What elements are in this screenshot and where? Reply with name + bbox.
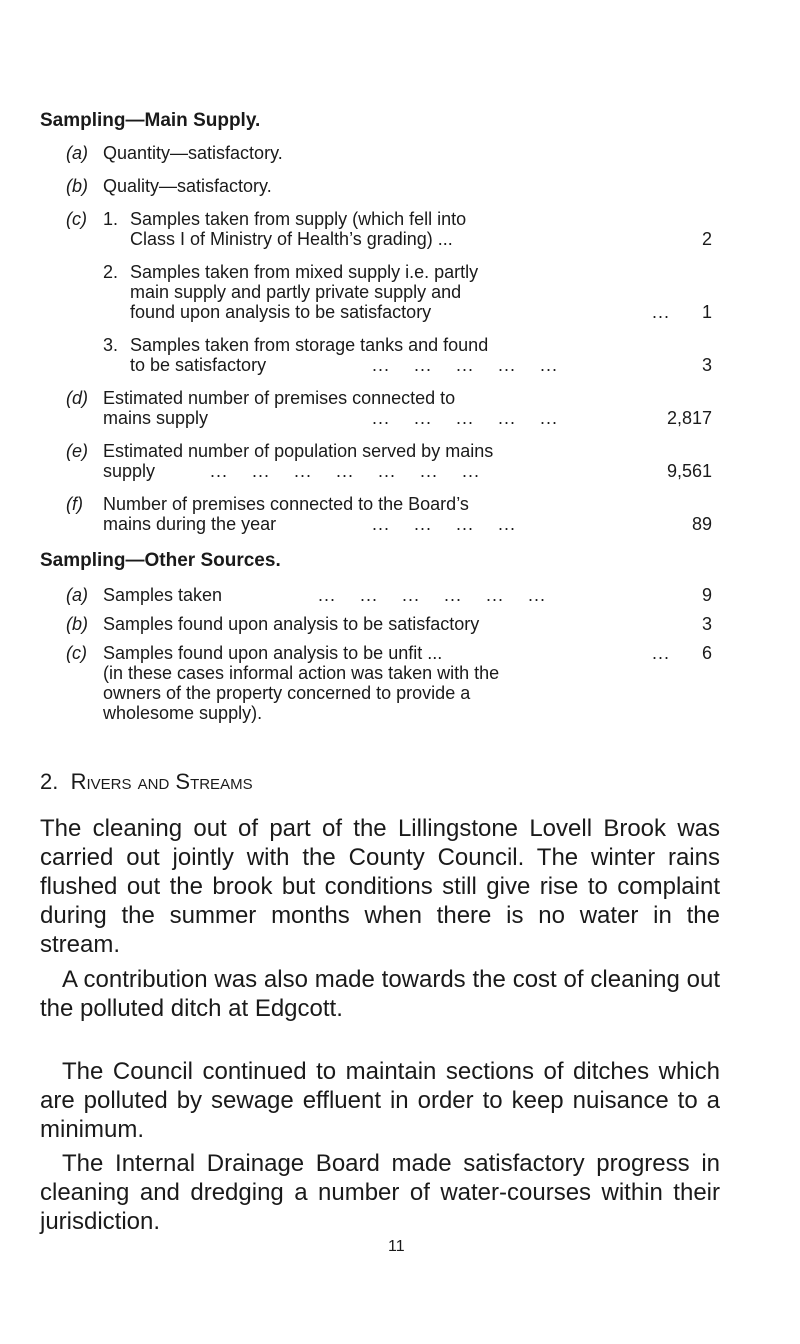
section-title: Rivers and Streams	[70, 769, 253, 794]
item-text-quantity: Quantity—satisfactory.	[103, 143, 283, 163]
subitem-3-line2: to be satisfactory	[130, 355, 267, 375]
value-other-samples-taken: 9	[701, 585, 712, 605]
item-c-line2: (in these cases informal action was taken with the	[103, 663, 500, 683]
subitem-2-line2: main supply and partly private supply and	[130, 282, 462, 302]
item-f-line2: mains during the year	[103, 514, 277, 534]
value-other-satisfactory: 3	[701, 614, 712, 634]
subitem-2-line3: found upon analysis to be satisfactory	[130, 302, 432, 322]
paragraph-drainage-board: The Internal Drainage Board made satisfactory progress in cleaning and dredging a number of water-courses within their jurisdiction.	[40, 1150, 720, 1235]
section-heading-main-supply: Sampling—Main Supply.	[40, 110, 261, 131]
leader-dots: ... ... ... ... ...	[372, 408, 559, 428]
page-number: 11	[388, 1238, 405, 1255]
leader-dots: ... ... ... ... ... ... ...	[210, 461, 481, 481]
value-samples-from-supply: 2	[701, 229, 712, 249]
subitem-1-line2: Class I of Ministry of Health’s grading) ...	[130, 229, 453, 249]
section-number: 2.	[40, 769, 59, 794]
section-heading-rivers	[40, 769, 253, 795]
leader-dots: ...	[652, 643, 671, 663]
value-premises-during-year: 89	[691, 514, 712, 534]
item-d-line1: Estimated number of premises connected to	[103, 388, 456, 408]
item-label-c: (c)	[66, 209, 87, 229]
item-label-a: (a)	[66, 143, 88, 163]
subitem-3-line1: Samples taken from storage tanks and found	[130, 335, 489, 355]
item-text-satisfactory: Samples found upon analysis to be satisfactory	[103, 614, 480, 634]
paragraph-brook-cleaning: The cleaning out of part of the Lillingstone Lovell Brook was carried out jointly with the County Council. The winter rains flushed out the brook but conditions still give rise to complaint during the summer months when there is no water in the stream.	[40, 815, 720, 958]
item-c-line1: Samples found upon analysis to be unfit ...	[103, 643, 443, 663]
value-mixed-supply: 1	[701, 302, 712, 322]
item-e-line1: Estimated number of population served by mains	[103, 441, 494, 461]
section-heading-other-sources: Sampling—Other Sources.	[40, 550, 281, 571]
item-label-a: (a)	[66, 585, 88, 605]
subitem-1-line1: Samples taken from supply (which fell into	[130, 209, 467, 229]
paragraph-ditch-maintenance: The Council continued to maintain sections of ditches which are polluted by sewage effluent in order to keep nuisance to a minimum.	[40, 1058, 720, 1143]
subitem-number-1: 1.	[103, 209, 119, 229]
value-storage-tanks: 3	[701, 355, 712, 375]
value-premises-connected: 2,817	[666, 408, 712, 428]
item-text-quality: Quality—satisfactory.	[103, 176, 272, 196]
leader-dots: ...	[652, 302, 671, 322]
item-d-line2: mains supply	[103, 408, 209, 428]
leader-dots: ... ... ... ... ...	[372, 355, 559, 375]
item-f-line1: Number of premises connected to the Board’s	[103, 494, 469, 514]
value-population-served: 9,561	[666, 461, 712, 481]
item-e-line2: supply	[103, 461, 156, 481]
item-label-f: (f)	[66, 494, 83, 514]
paragraph-edgcott-ditch: A contribution was also made towards the cost of cleaning out the polluted ditch at Edgcott.	[40, 966, 720, 1022]
item-label-b: (b)	[66, 614, 88, 634]
item-label-e: (e)	[66, 441, 88, 461]
value-other-unfit: 6	[701, 643, 712, 663]
subitem-2-line1: Samples taken from mixed supply i.e. partly	[130, 262, 479, 282]
item-c-line3: owners of the property concerned to provide a	[103, 683, 471, 703]
subitem-number-3: 3.	[103, 335, 119, 355]
leader-dots: ... ... ... ...	[372, 514, 517, 534]
item-label-d: (d)	[66, 388, 88, 408]
item-text-samples-taken: Samples taken	[103, 585, 223, 605]
subitem-number-2: 2.	[103, 262, 119, 282]
item-label-b: (b)	[66, 176, 88, 196]
item-label-c: (c)	[66, 643, 87, 663]
leader-dots: ... ... ... ... ... ...	[318, 585, 547, 605]
item-c-line4: wholesome supply).	[103, 703, 263, 723]
